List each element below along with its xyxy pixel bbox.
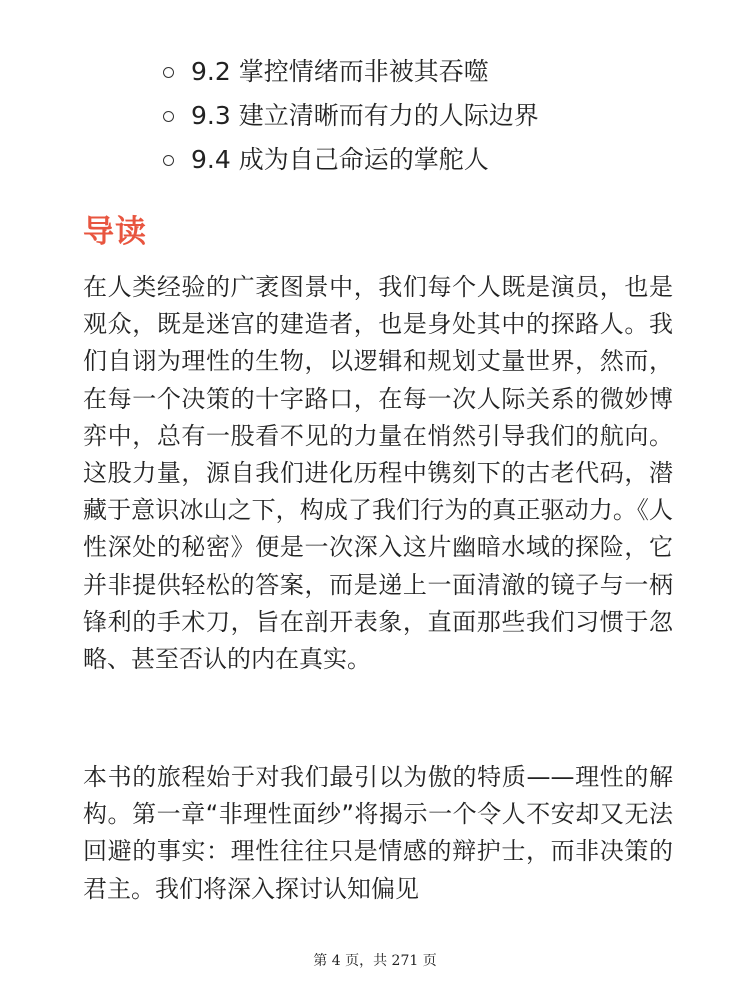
body-paragraph: 本书的旅程始于对我们最引以为傲的特质——理性的解构。第一章“非理性面纱”将揭示一个令人不安却又无法回避的事实：理性往往只是情感的辩护士，而非决策的君主。我们将深入探讨认知偏见 — [83, 763, 673, 903]
toc-item-9-4[interactable] — [163, 138, 539, 182]
hollow-circle-bullet-icon — [163, 155, 174, 166]
section-heading: 导读 — [83, 214, 147, 250]
toc-item-label: 9.2 掌控情绪而非被其吞噬 — [191, 57, 489, 86]
page-number-footer: 第 4 页，共 271 页 — [313, 953, 437, 969]
toc-item-label: 9.4 成为自己命运的掌舵人 — [191, 145, 489, 174]
table-of-contents-list — [163, 50, 539, 182]
hollow-circle-bullet-icon — [163, 111, 174, 122]
body-paragraph: 在人类经验的广袤图景中，我们每个人既是演员，也是观众，既是迷宫的建造者，也是身处其中的探路人。我们自诩为理性的生物，以逻辑和规划丈量世界，然而，在每一个决策的十字路口，在每一次人际关系的微妙博弈中，总有一股看不见的力量在悄然引导我们的航向。这股力量，源自我们进化历程中镌刻下的古老代码，潜藏于意识冰山之下，构成了我们行为的真正驱动力。《人性深处的秘密》便是一次深入这片幽暗水域的探险，它并非提供轻松的答案，而是递上一面清澈的镜子与一柄锋利的手术刀，旨在剖开表象，直面那些我们习惯于忽略、甚至否认的内在真实。 — [83, 273, 673, 674]
hollow-circle-bullet-icon — [163, 67, 174, 78]
toc-item-9-3[interactable] — [163, 94, 539, 138]
toc-item-label: 9.3 建立清晰而有力的人际边界 — [191, 101, 539, 130]
toc-item-9-2[interactable] — [163, 50, 539, 94]
